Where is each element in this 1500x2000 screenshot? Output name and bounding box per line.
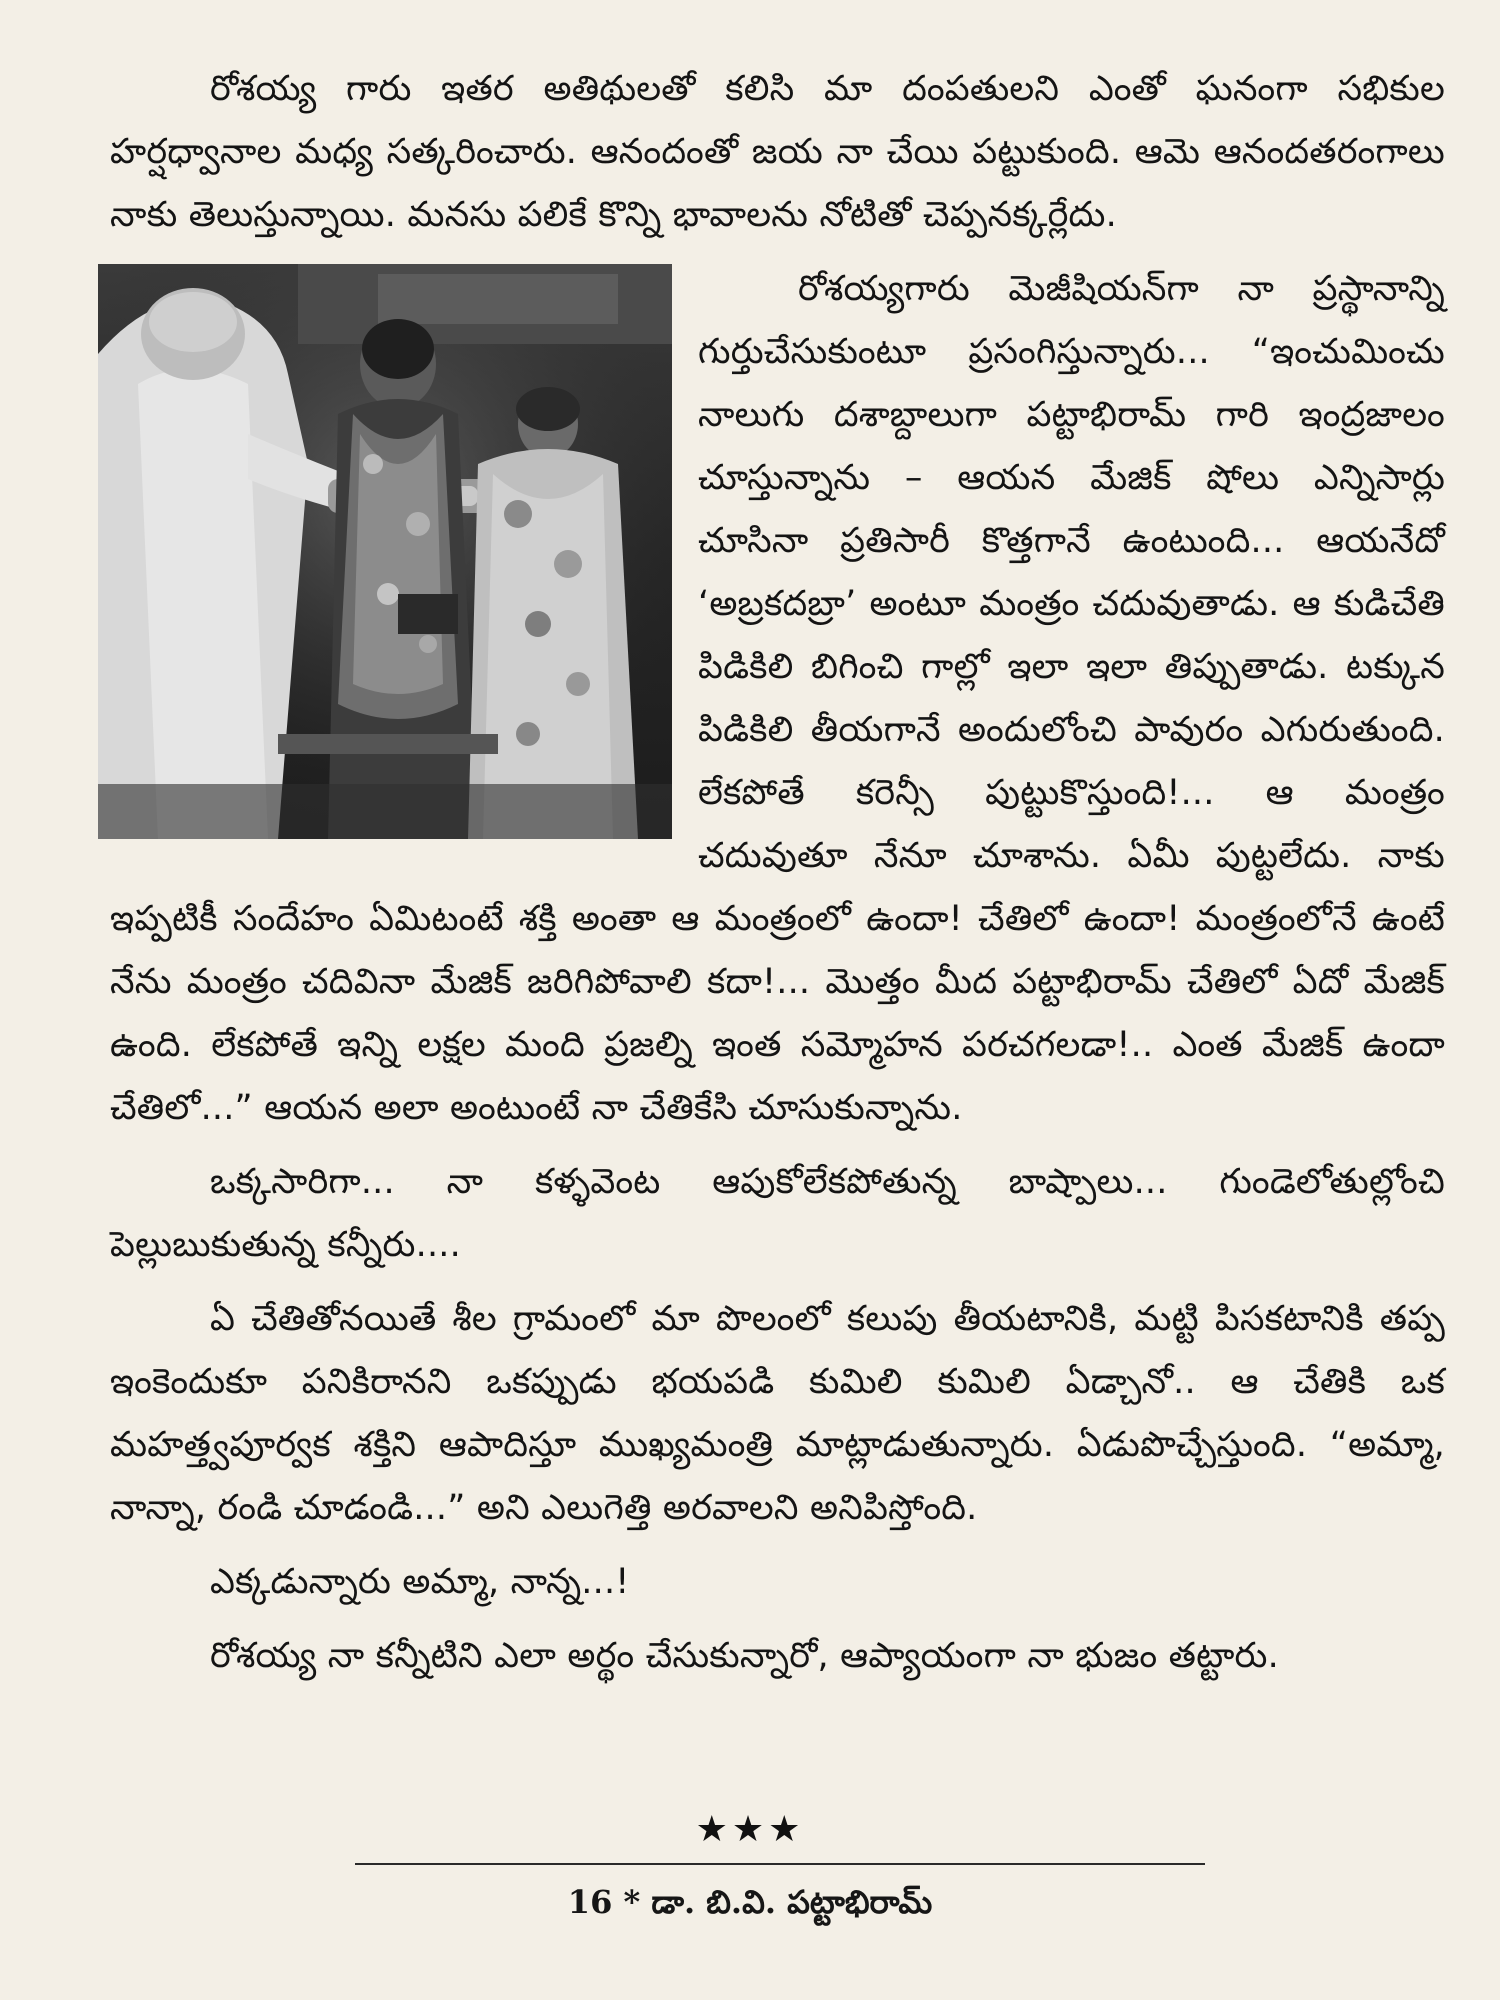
section-separator: ★★★	[695, 1809, 805, 1850]
page-footer: 16 * డా. బి.వి. పట్టాభిరామ్	[567, 1883, 933, 1921]
paragraph: ఎక్కడున్నారు అమ్మా, నాన్న...!	[210, 1562, 630, 1602]
paragraph-text: రోశయ్యగారు మెజీషియన్‌గా నా ప్రస్థానాన్ని గుర్తుచేసుకుంటూ ప్రసంగిస్తున్నారు... “ఇంచుమించు నాలుగు దశాబ్దాలుగా పట్టాభిరామ్ గారి ఇంద్రజాలం చూస్తున్నాను – ఆయన మేజిక్ షోలు ఎన్నిసార్లు చూసినా ప్రతిసారీ కొత్తగానే ఉంటుంది... ఆయనేదో ‘అబ్రకదబ్రా’ అంటూ మంత్రం చదువుతాడు. ఆ కుడిచేతి పిడికిలి బిగించి గాల్లో ఇలా ఇలా తిప్పుతాడు. టక్కున పిడికిలి తీయగానే అందులోంచి పావురం ఎగురుతుంది. లేకపోతే కరెన్సీ పుట్టుకొస్తుంది!... ఆ మంత్రం చదువుతూ నేనూ చూశాను. ఏమీ పుట్టలేదు. నాకు ఇప్పటికీ సందేహం ఏమిటంటే శక్తి అంతా ఆ మంత్రంలో ఉందా! చేతిలో ఉందా! మంత్రంలోనే ఉంటే నేను మంత్రం చదివినా మేజిక్ జరిగిపోవాలి కదా!... మొత్తం మీద పట్టాభిరామ్ చేతిలో ఏదో మేజిక్ ఉంది. లేకపోతే ఇన్ని లక్షల మంది ప్రజల్ని ఇంత సమ్మోహన పరచగలడా!.. ఎంత మేజిక్ ఉందా చేతిలో...” ఆయన అలా అంటుంటే నా చేతికేసి చూసుకున్నాను.	[110, 269, 1445, 1128]
paragraph: రోశయ్య గారు ఇతర అతిథులతో కలిసి మా దంపతులని ఎంతో ఘనంగా సభికుల హర్షధ్వానాల మధ్య సత్కరించారు. ఆనందంతో జయ నా చేయి పట్టుకుంది. ఆమె ఆనందతరంగాలు నాకు తెలుస్తున్నాయి. మనసు పలికే కొన్ని భావాలను నోటితో చెప్పనక్కర్లేదు.	[110, 69, 1445, 235]
footer-rule	[355, 1863, 1205, 1865]
paragraph: ఏ చేతితోనయితే శీల గ్రామంలో మా పొలంలో కలుపు తీయటానికి, మట్టి పిసకటానికి తప్ప ఇంకెందుకూ పనికిరానని ఒకప్పుడు భయపడి కుమిలి కుమిలి ఏడ్చానో.. ఆ చేతికి ఒక మహత్త్వపూర్వక శక్తిని ఆపాదిస్తూ ముఖ్యమంత్రి మాట్లాడుతున్నారు. ఏడుపొచ్చేస్తుంది. “అమ్మా, నాన్నా, రండి చూడండి...” అని ఎలుగెత్తి అరవాలని అనిపిస్తోంది.	[110, 1299, 1445, 1528]
paragraph	[110, 258, 1445, 1140]
paragraph: రోశయ్య నా కన్నీటిని ఎలా అర్థం చేసుకున్నారో, ఆప్యాయంగా నా భుజం తట్టారు.	[210, 1636, 1279, 1676]
felicitation-photo-image	[98, 264, 672, 839]
body-text	[110, 58, 1445, 1699]
paragraph: ఒక్కసారిగా... నా కళ్ళవెంట ఆపుకోలేకపోతున్న బాష్పాలు... గుండెలోతుల్లోంచి పెల్లుబుకుతున్న కన్నీరు....	[110, 1162, 1445, 1265]
event-photo	[98, 264, 672, 839]
